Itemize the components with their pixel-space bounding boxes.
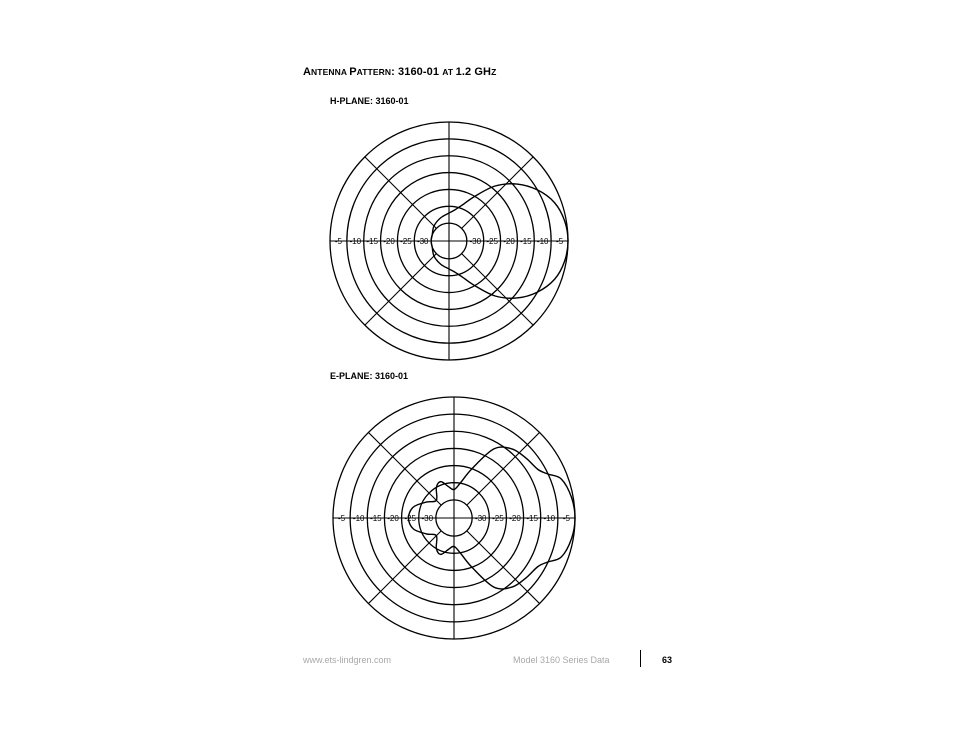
radial-tick-label: -20 [509, 514, 521, 523]
radial-tick-label: -15 [526, 514, 538, 523]
radial-tick-label: -30 [421, 514, 434, 523]
polar-spoke [368, 531, 441, 604]
radial-tick-label: -15 [366, 237, 378, 246]
radial-tick-label: -30 [474, 514, 487, 523]
polar-spoke [365, 254, 437, 326]
polar-spoke [467, 531, 540, 604]
page-title [303, 66, 496, 78]
hplane-title: H-PLANE: 3160-01 [330, 96, 409, 106]
radial-tick-label: -5 [338, 514, 346, 523]
radial-tick-label: -5 [334, 237, 342, 246]
title-part: NTENNA [311, 67, 350, 77]
polar-spoke [368, 432, 441, 505]
hplane-polar-chart [328, 120, 570, 362]
polar-spoke [462, 157, 534, 229]
footer-model: Model 3160 Series Data [513, 655, 610, 665]
title-part: 1.2 GH [455, 66, 492, 78]
polar-spoke [467, 432, 540, 505]
title-part: ATTERN [356, 67, 392, 77]
eplane-title: E-PLANE: 3160-01 [330, 371, 409, 381]
radial-tick-label: -25 [404, 514, 416, 523]
eplane-polar-chart [331, 395, 577, 641]
radial-tick-label: -10 [543, 514, 556, 523]
radial-tick-label: -10 [349, 237, 362, 246]
radial-tick-label: -30 [469, 237, 482, 246]
radial-tick-label: -5 [556, 237, 564, 246]
radial-tick-label: -25 [486, 237, 498, 246]
radial-tick-label: -15 [520, 237, 532, 246]
title-part: P [349, 66, 357, 78]
radial-tick-label: -10 [352, 514, 365, 523]
polar-spoke [365, 157, 437, 229]
page-number: 63 [662, 655, 673, 665]
title-part: : 3160-01 [391, 66, 443, 78]
radial-tick-label: -10 [536, 237, 549, 246]
title-part: Z [491, 67, 497, 77]
radial-tick-label: -15 [370, 514, 382, 523]
radial-tick-label: -5 [562, 514, 570, 523]
radial-tick-label: -20 [503, 237, 515, 246]
footer-url: www.ets-lindgren.com [303, 655, 392, 665]
title-part: AT [442, 67, 456, 77]
footer-divider [640, 650, 641, 667]
radial-tick-label: -20 [383, 237, 395, 246]
title-part: A [303, 66, 312, 78]
radial-tick-label: -30 [416, 237, 429, 246]
radial-tick-label: -25 [400, 237, 412, 246]
polar-spoke [462, 254, 534, 326]
radial-tick-label: -25 [492, 514, 504, 523]
radial-tick-label: -20 [387, 514, 399, 523]
